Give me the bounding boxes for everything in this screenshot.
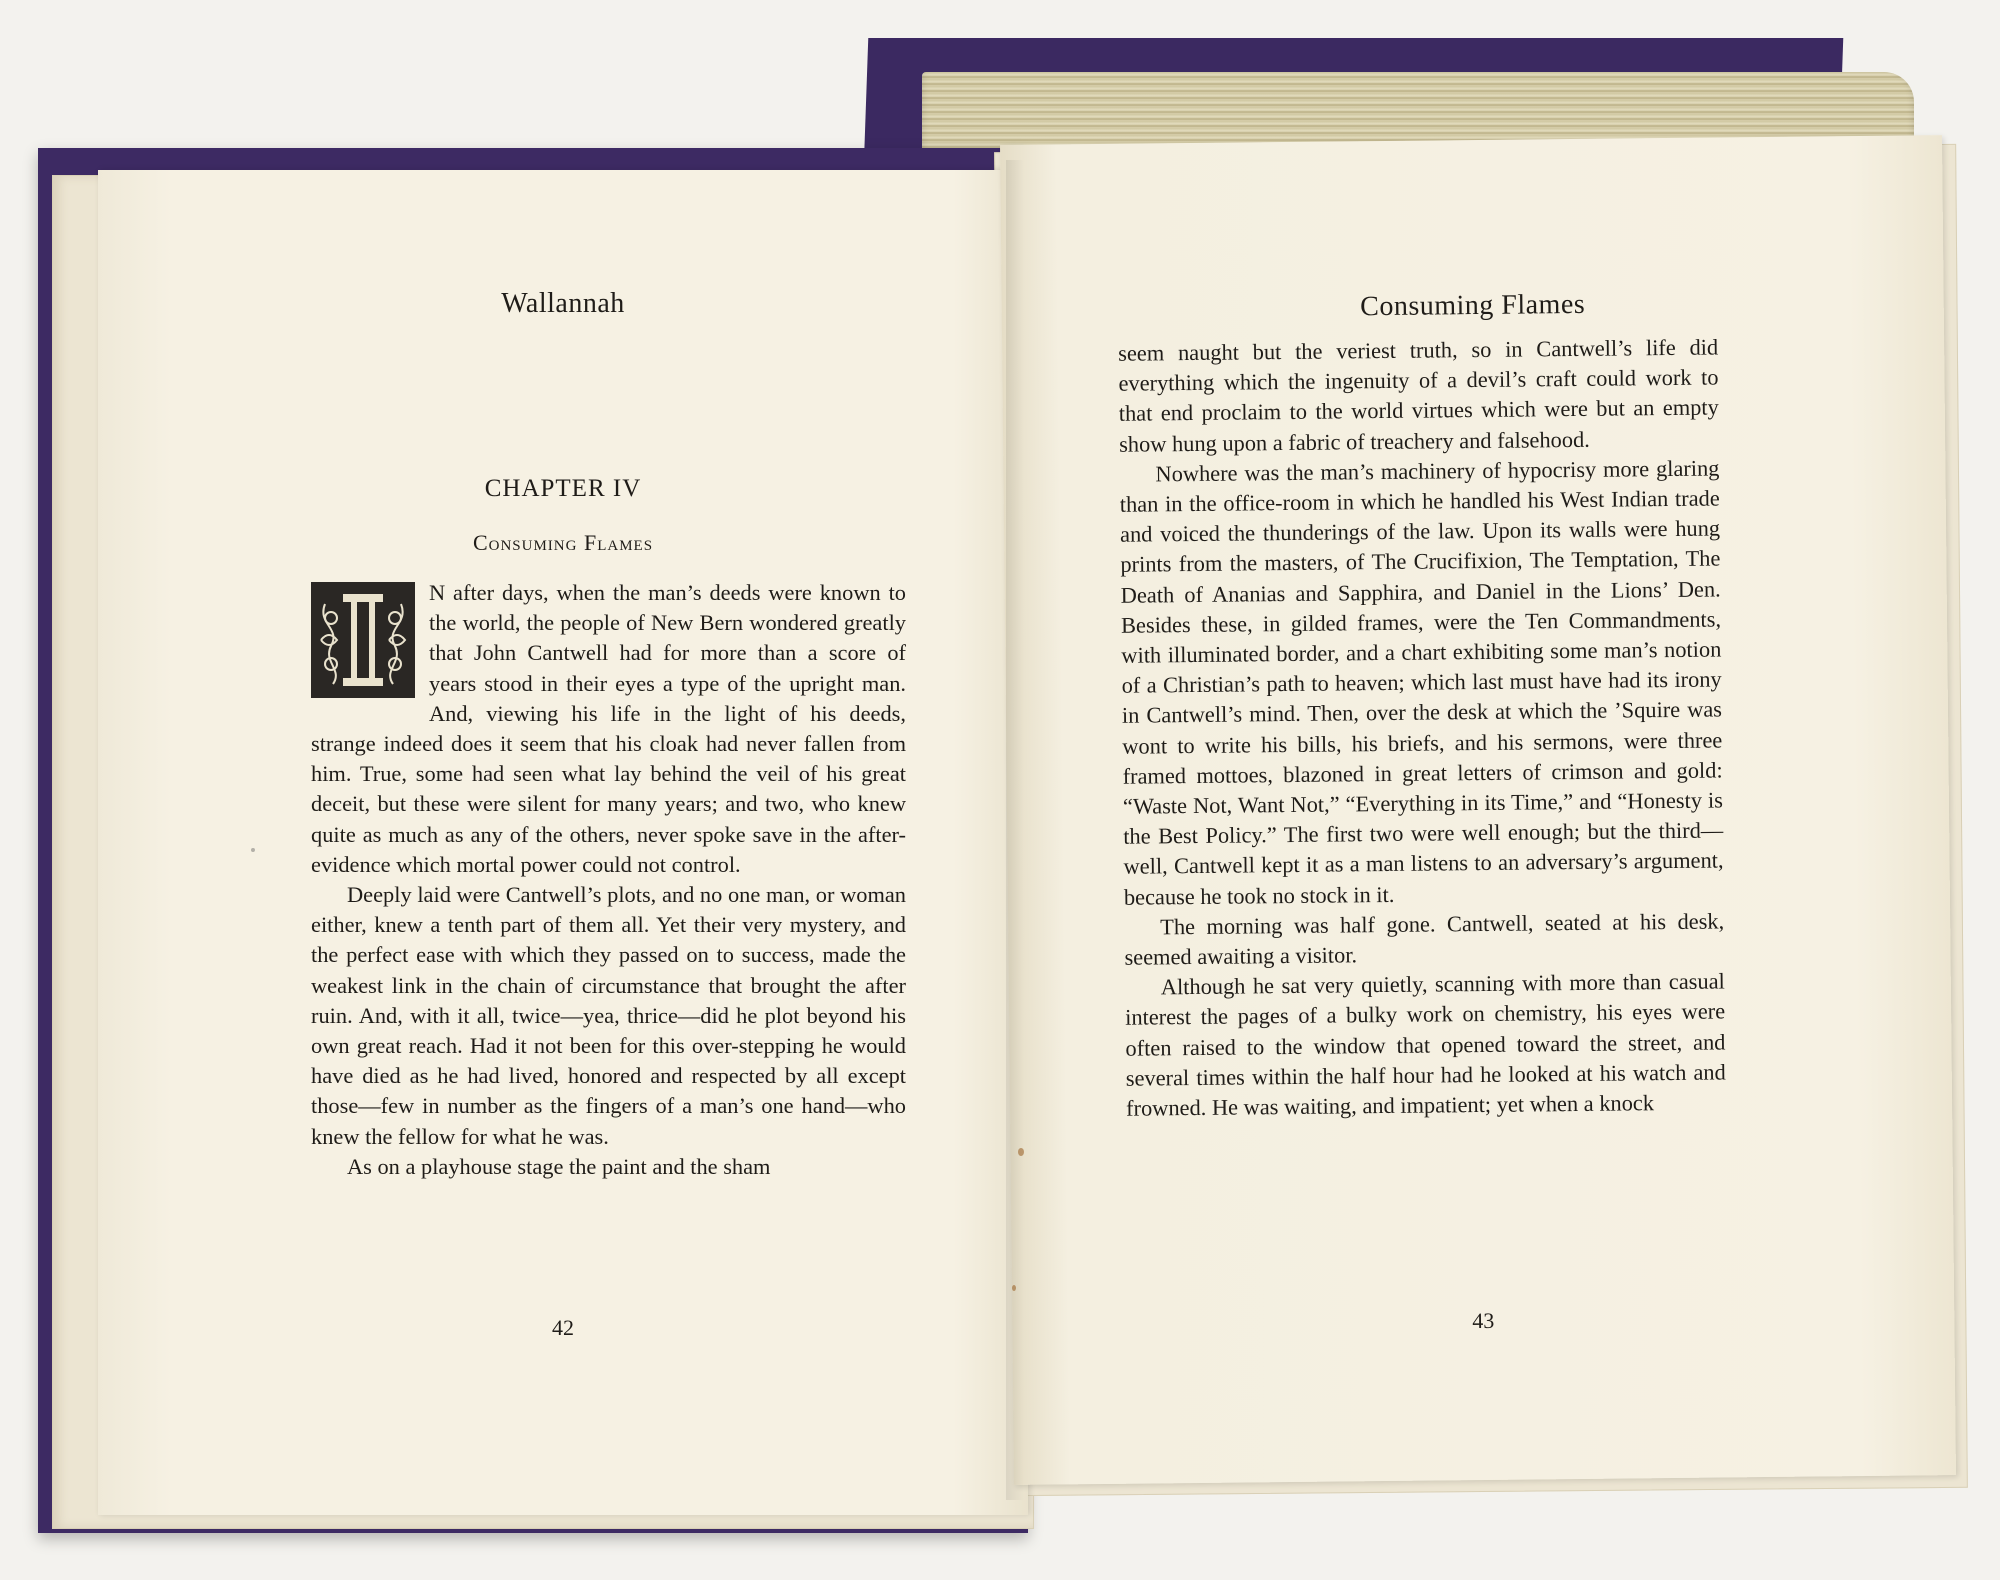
paragraph: Although he sat very quietly, scanning with more than casual interest the pages of a bulky work on chemistry, his eyes were often raised to the window that opened toward the street, and several times within the half hour had he looked at his watch and frowned. He was waiting, and impatient; yet when a knock [1125,968,1726,1121]
page-number-right: 43 [1472,1307,1495,1334]
chapter-subtitle: Consuming Flames [472,530,654,555]
foxing-spot [251,848,255,852]
right-page [1000,135,1956,1485]
paragraph: seem naught but the veriest truth, so in Cantwell’s life did everything which the ingenuity of a devil’s craft could work to that end proclaim to the world virtues which were but an empty show hung upon a fabric of treachery and falsehood. [1118,334,1719,457]
paragraph: Nowhere was the man’s machinery of hypocrisy more glaring than in the office-room in which he handled his West Indian trade and voiced the thunderings of the law. Upon its walls were hung prints from the masters, of The Crucifixion, The Temptation, The Death of Ananias and Sapphira, and Daniel in the Lions’ Den. Besides these, in gilded frames, were the Ten Commandments, with illuminated border, and a chart exhibiting some man’s notion of a Christian’s path to heaven; which last must have had its irony in Cantwell’s mind. Then, over the desk at which the ’Squire was wont to write his bills, his briefs, and his sermons, were three framed mottoes, blazoned in great letters of crimson and gold: “Waste Not, Want Not,” “Everything in its Time,” and “Honesty is the Best Policy.” The first two were well enough; but the third—well, Cantwell kept it as a man listens to an adversary’s argument, because he took no stock in it. [1119,455,1724,910]
right-page-text [1118,332,1726,1124]
book-gutter [1006,160,1024,1500]
page-number-left: 42 [552,1315,574,1340]
running-head-left: Wallannah [501,288,625,319]
drop-cap-ornament [311,582,415,698]
paragraph: The morning was half gone. Cantwell, seated at his desk, seemed awaiting a visitor. [1124,908,1725,970]
paragraph: As on a playhouse stage the paint and the sham [347,1153,771,1179]
left-page [98,170,1028,1515]
ornamental-initial-icon [313,584,413,696]
chapter-title: CHAPTER IV [484,475,642,502]
left-page-text [311,578,906,1182]
paragraph: N after days, when the man’s deeds were known to the world, the people of New Bern wondered greatly that John Cantwell had for more than a score of years stood in their eyes a type of the upright man. And, viewing his life in the light of his deeds, strange indeed does it seem that his cloak had never fallen from him. True, some had seen what lay behind the veil of his great deceit, but these were silent for many years; and two, who knew quite as much as any of the others, never spoke save in the after-evidence which mortal power could not control. [311,580,906,877]
foxing-spot [1018,1148,1024,1156]
running-head-right: Consuming Flames [1360,288,1586,323]
foxing-spot [1012,1285,1016,1291]
paragraph: Deeply laid were Cantwell’s plots, and no one man, or woman either, knew a tenth part of them all. Yet their very mystery, and the perfect ease with which they passed on to success, made the weakest link in the chain of circumstance that brought the after ruin. And, with it all, twice—yea, thrice—did he plot beyond his own great reach. Had it not been for this over-stepping he would have died as he had lived, honored and respected by all except those—few in number as the fingers of a man’s one hand—who knew the fellow for what he was. [311,882,906,1149]
